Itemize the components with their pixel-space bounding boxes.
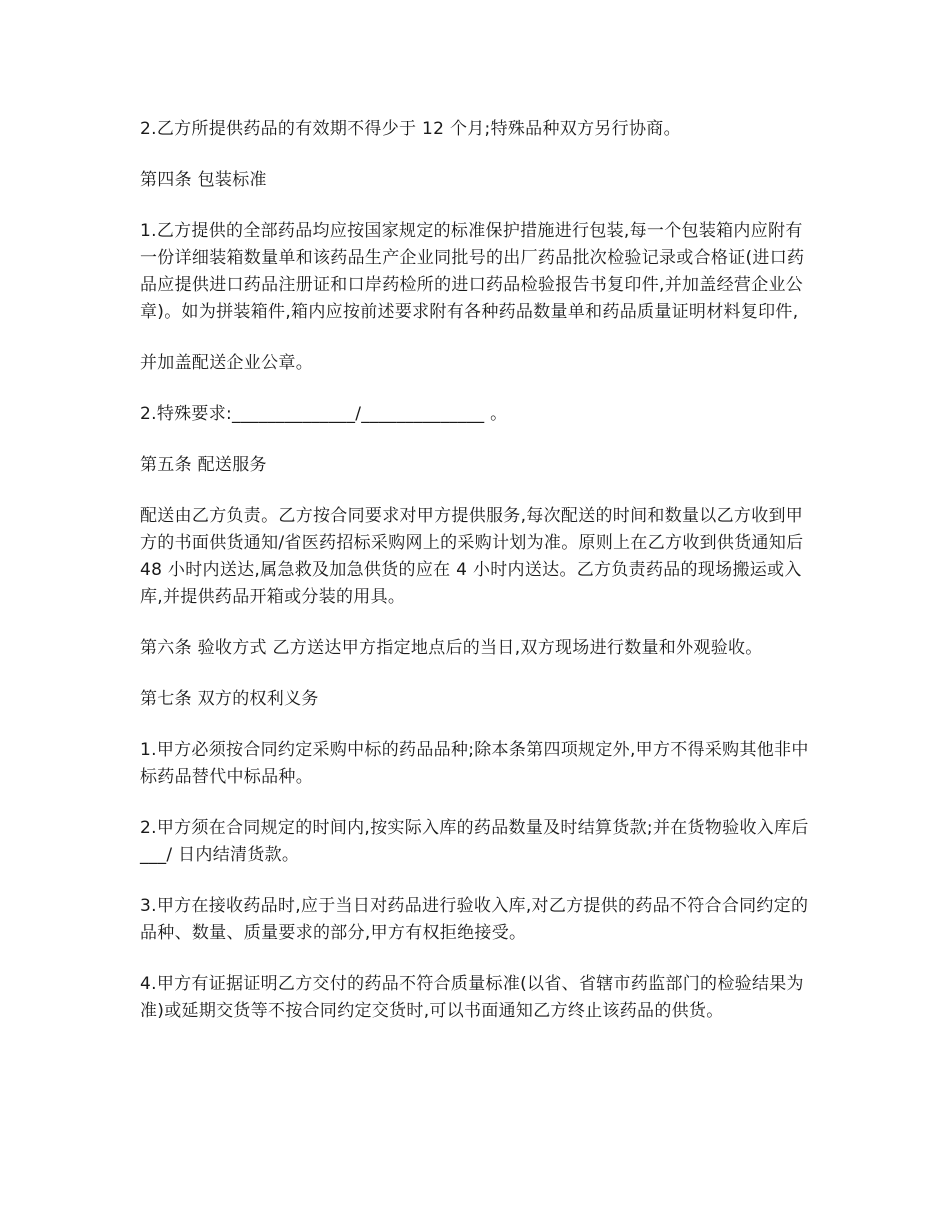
paragraph-obligation-2: 2.甲方须在合同规定的时间内,按实际入库的药品数量及时结算货款;并在货物验收入库后___/ 日内结清货款。 — [140, 818, 809, 865]
paragraph-article-6-acceptance: 第六条 验收方式 乙方送达甲方指定地点后的当日,双方现场进行数量和外观验收。 — [140, 638, 763, 658]
paragraph-validity-period: 2.乙方所提供药品的有效期不得少于 12 个月;特殊品种双方另行协商。 — [140, 119, 681, 139]
heading-article-4-packaging: 第四条 包装标准 — [140, 170, 267, 190]
paragraph-delivery-service: 配送由乙方负责。乙方按合同要求对甲方提供服务,每次配送的时间和数量以乙方收到甲方的书面供货通知/省医药招标采购网上的采购计划为准。原则上在乙方收到供货通知后 48 小时内送达,属急救及加急供货的应在 4 小时内送达。乙方负责药品的现场搬运或入库,并提供药品开箱或分装的用具。 — [140, 506, 810, 607]
paragraph-seal-requirement: 并加盖配送企业公章。 — [140, 353, 313, 373]
document-body — [140, 116, 816, 1049]
heading-article-7-rights-obligations: 第七条 双方的权利义务 — [140, 689, 319, 709]
paragraph-obligation-3: 3.甲方在接收药品时,应于当日对药品进行验收入库,对乙方提供的药品不符合合同约定的品种、数量、质量要求的部分,甲方有权拒绝接受。 — [140, 896, 809, 943]
heading-article-5-delivery: 第五条 配送服务 — [140, 455, 267, 475]
paragraph-obligation-1: 1.甲方必须按合同约定采购中标的药品品种;除本条第四项规定外,甲方不得采购其他非中标药品替代中标品种。 — [140, 740, 809, 787]
paragraph-obligation-4: 4.甲方有证据证明乙方交付的药品不符合质量标准(以省、省辖市药监部门的检验结果为准)或延期交货等不按合同约定交货时,可以书面通知乙方终止该药品的供货。 — [140, 974, 804, 1021]
paragraph-special-requirements: 2.特殊要求:______________/______________ 。 — [140, 404, 508, 424]
paragraph-packaging-requirements: 1.乙方提供的全部药品均应按国家规定的标准保护措施进行包装,每一个包装箱内应附有一份详细装箱数量单和该药品生产企业同批号的出厂药品批次检验记录或合格证(进口药品应提供进口药品注册证和口岸药检所的进口药品检验报告书复印件,并加盖经营企业公章)。如为拼装箱件,箱内应按前述要求附有各种药品数量单和药品质量证明材料复印件, — [140, 221, 805, 322]
